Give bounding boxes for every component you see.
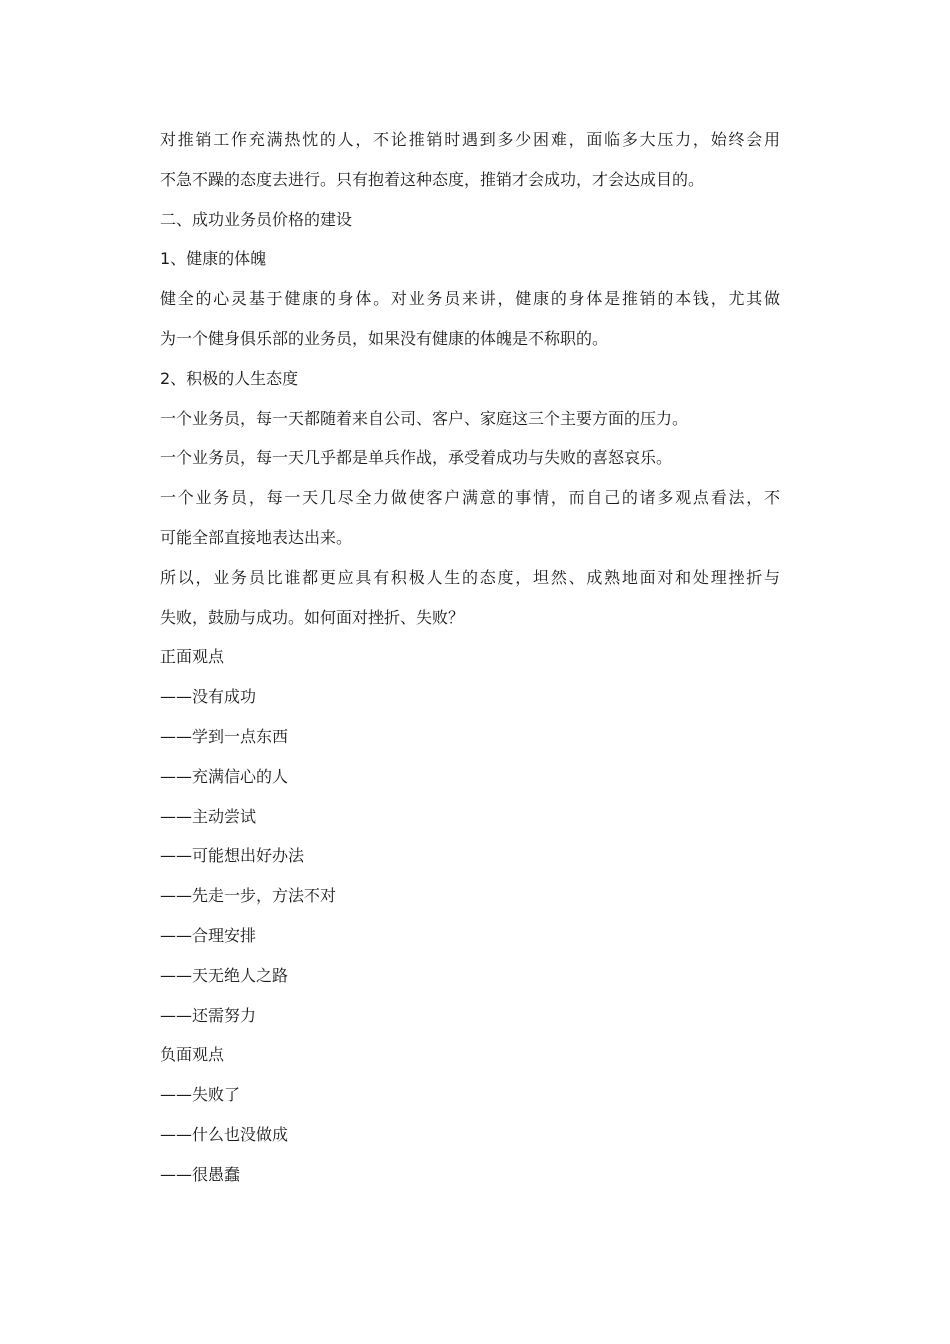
paragraph-line: 失败，鼓励与成功。如何面对挫折、失败？	[160, 607, 465, 627]
document-body	[160, 120, 780, 1195]
list-item: ——先走一步，方法不对	[160, 886, 337, 906]
list-item: ——学到一点东西	[160, 726, 289, 746]
list-heading-positive: 正面观点	[160, 647, 225, 667]
section-heading: 二、成功业务员价格的建设	[160, 209, 353, 229]
paragraph-line: 对推销工作充满热忱的人，不论推销时遇到多少困难，面临多大压力，始终会用	[160, 130, 780, 149]
list-item: ——充满信心的人	[160, 766, 289, 786]
paragraph-line: 可能全部直接地表达出来。	[160, 527, 353, 547]
paragraph-line: 一个业务员，每一天都随着来自公司、客户、家庭这三个主要方面的压力。	[160, 408, 689, 428]
paragraph-line: 不急不躁的态度去进行。只有抱着这种态度，推销才会成功，才会达成目的。	[160, 169, 705, 189]
list-item: ——什么也没做成	[160, 1124, 289, 1144]
list-item: ——可能想出好办法	[160, 846, 305, 866]
list-item: ——主动尝试	[160, 806, 257, 826]
list-item: ——失败了	[160, 1085, 241, 1105]
list-item: ——天无绝人之路	[160, 965, 289, 985]
list-item: ——很愚蠢	[160, 1164, 241, 1184]
subsection-heading: 1、健康的体魄	[160, 249, 267, 269]
list-item: ——还需努力	[160, 1005, 257, 1025]
list-heading-negative: 负面观点	[160, 1045, 225, 1065]
paragraph-line: 一个业务员，每一天几乎都是单兵作战，承受着成功与失败的喜怒哀乐。	[160, 448, 673, 468]
paragraph-line: 所以，业务员比谁都更应具有积极人生的态度，坦然、成熟地面对和处理挫折与	[160, 567, 780, 587]
list-item: ——没有成功	[160, 687, 257, 707]
subsection-heading: 2、积极的人生态度	[160, 368, 299, 388]
paragraph-line: 一个业务员，每一天几尽全力做使客户满意的事情，而自己的诸多观点看法，不	[160, 488, 780, 508]
paragraph-line: 为一个健身俱乐部的业务员，如果没有健康的体魄是不称职的。	[160, 328, 609, 348]
paragraph-line: 健全的心灵基于健康的身体。对业务员来讲，健康的身体是推销的本钱，尤其做	[160, 289, 780, 309]
list-item: ——合理安排	[160, 925, 257, 945]
